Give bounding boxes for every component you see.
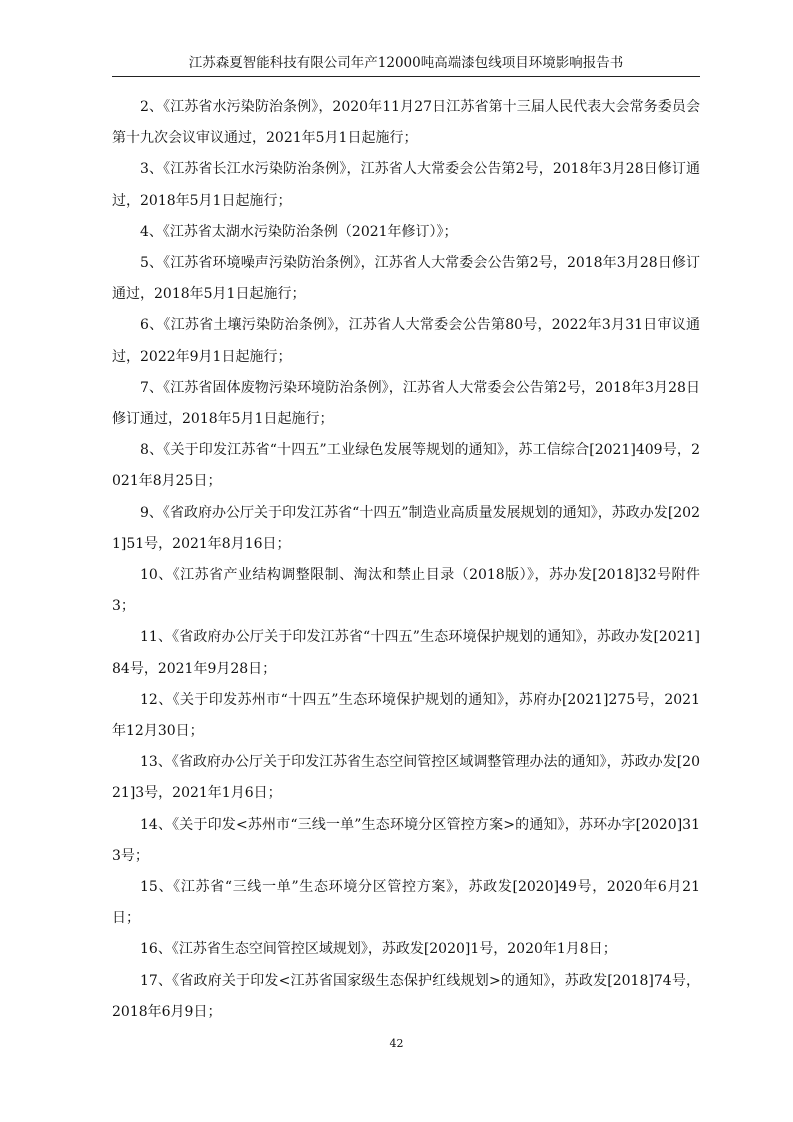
page-number: 42 (389, 1037, 404, 1050)
list-item: 4、《江苏省太湖水污染防治条例（2021年修订）》； (140, 223, 458, 240)
list-item: 5、《江苏省环境噪声污染防治条例》，江苏省人大常委会公告第2号，2018年3月28日修订通过，2018年5月1日起施行； (112, 255, 700, 303)
list-item: 6、《江苏省土壤污染防治条例》，江苏省人大常委会公告第80号，2022年3月31日审议通过，2022年9月1日起施行； (112, 317, 700, 365)
list-item: 16、《江苏省生态空间管控区域规划》，苏政发[2020]1号，2020年1月8日； (140, 941, 617, 958)
list-item: 13、《省政府办公厅关于印发江苏省生态空间管控区域调整管理办法的通知》，苏政办发[2021]3号，2021年1月6日； (112, 754, 700, 802)
list-item: 2、《江苏省水污染防治条例》，2020年11月27日江苏省第十三届人民代表大会常务委员会第十九次会议审议通过，2021年5月1日起施行； (112, 99, 700, 147)
list-item: 9、《省政府办公厅关于印发江苏省“十四五”制造业高质量发展规划的通知》，苏政办发[2021]51号，2021年8月16日； (112, 504, 700, 552)
list-item: 17、《省政府关于印发<江苏省国家级生态保护红线规划>的通知》，苏政发[2018]74号，2018年6月9日； (112, 972, 700, 1020)
list-item: 14、《关于印发<苏州市“三线一单”生态环境分区管控方案>的通知》，苏环办字[2020]313号； (112, 816, 700, 864)
regulation-list (112, 92, 700, 1028)
list-item: 8、《关于印发江苏省“十四五”工业绿色发展等规划的通知》，苏工信综合[2021]409号，2021年8月25日； (112, 442, 700, 490)
list-item: 12、《关于印发苏州市“十四五”生态环境保护规划的通知》，苏府办[2021]275号，2021年12月30日； (112, 691, 700, 740)
running-header: 江苏森夏智能科技有限公司年产12000吨高端漆包线项目环境影响报告书 (188, 55, 624, 71)
header-divider (112, 76, 700, 77)
list-item: 10、《江苏省产业结构调整限制、淘汰和禁止目录（2018版）》，苏办发[2018]32号附件3； (112, 567, 700, 615)
list-item: 15、《江苏省“三线一单”生态环境分区管控方案》，苏政发[2020]49号，2020年6月21日； (112, 879, 700, 927)
list-item: 7、《江苏省固体废物污染环境防治条例》，江苏省人大常委会公告第2号，2018年3月28日修订通过，2018年5月1日起施行； (112, 379, 700, 428)
list-item: 11、《省政府办公厅关于印发江苏省“十四五”生态环境保护规划的通知》，苏政办发[2021]84号，2021年9月28日； (112, 629, 700, 677)
list-item: 3、《江苏省长江水污染防治条例》，江苏省人大常委会公告第2号，2018年3月28日修订通过，2018年5月1日起施行； (112, 161, 700, 209)
